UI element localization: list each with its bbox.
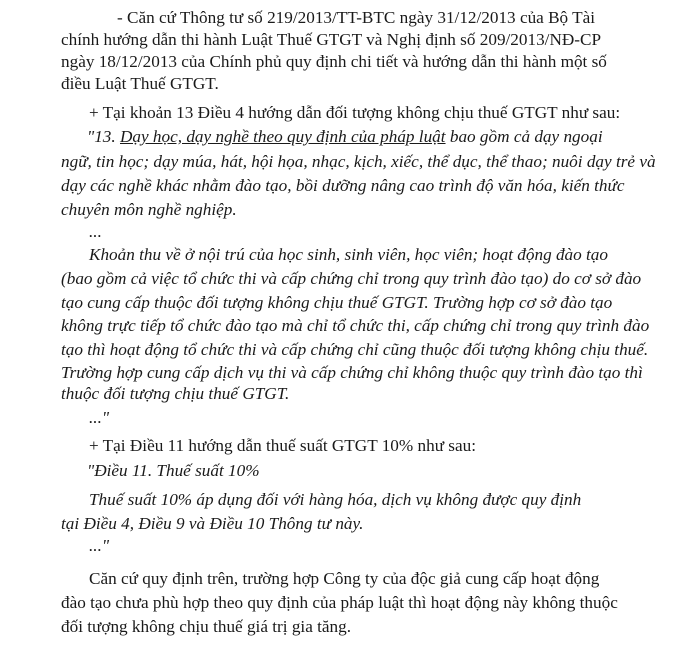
para1-line1: - Căn cứ Thông tư số 219/2013/TT-BTC ngày 31/12/2013 của Bộ Tài: [117, 8, 596, 27]
quote13-p2-line4: không trực tiếp tổ chức đào tạo mà chỉ tổ chức thi, cấp chứng chỉ trong quy trình đào: [61, 316, 650, 335]
quote11-title: "Điều 11. Thuế suất 10%: [87, 461, 260, 480]
quote13-ellipsis: ...: [89, 222, 102, 241]
intro-khoan13: + Tại khoản 13 Điều 4 hướng dẫn đối tượng không chịu thuế GTGT như sau:: [89, 103, 621, 122]
quote13-p2-line5: tạo thì hoạt động tổ chức thi và cấp chứng chỉ cũng thuộc đối tượng không chịu thuế.: [61, 340, 649, 359]
quote13-p2-line6: Trường hợp cung cấp dịch vụ thi và cấp chứng chỉ không thuộc quy trình đào tạo thì: [61, 363, 643, 382]
quote13-rest1: bao gồm cả dạy ngoại: [445, 127, 603, 146]
quote13-close: ...": [89, 408, 110, 427]
quote13-line2: ngữ, tin học; dạy múa, hát, hội họa, nhạc, kịch, xiếc, thể dục, thể thao; nuôi dạy trẻ và: [61, 152, 656, 171]
quote13-line4: chuyên môn nghề nghiệp.: [61, 200, 237, 219]
para1-line2: chính hướng dẫn thi hành Luật Thuế GTGT và Nghị định số 209/2013/NĐ-CP: [61, 30, 602, 49]
quote13-line1: [87, 127, 603, 147]
conclusion-line3: đối tượng không chịu thuế giá trị gia tăng.: [61, 617, 352, 636]
conclusion-line2: đào tạo chưa phù hợp theo quy định của pháp luật thì hoạt động này không thuộc: [61, 593, 618, 612]
intro-dieu11: + Tại Điều 11 hướng dẫn thuế suất GTGT 10% như sau:: [89, 436, 476, 455]
para1-line4: điều Luật Thuế GTGT.: [61, 74, 219, 93]
quote11-line1: Thuế suất 10% áp dụng đối với hàng hóa, dịch vụ không được quy định: [89, 490, 582, 509]
conclusion-line1: Căn cứ quy định trên, trường hợp Công ty của độc giả cung cấp hoạt động: [89, 569, 600, 588]
quote13-open: "13.: [87, 127, 120, 146]
quote13-p2-line1: Khoản thu về ở nội trú của học sinh, sinh viên, học viên; hoạt động đào tạo: [89, 245, 608, 264]
quote13-line3: dạy các nghề khác nhằm đào tạo, bồi dưỡng nâng cao trình độ văn hóa, kiến thức: [61, 176, 625, 195]
quote13-underlined: Dạy học, dạy nghề theo quy định của pháp luật: [120, 127, 446, 146]
quote11-close: ...": [89, 536, 110, 555]
quote13-p2-line2: (bao gồm cả việc tổ chức thi và cấp chứng chỉ trong quy trình đào tạo) do cơ sở đào: [61, 269, 642, 288]
para1-line3: ngày 18/12/2013 của Chính phủ quy định chi tiết và hướng dẫn thi hành một số: [61, 52, 607, 71]
quote13-p2-line3: tạo cung cấp thuộc đối tượng không chịu thuế GTGT. Trường hợp cơ sở đào tạo: [61, 293, 613, 312]
quote11-line2: tại Điều 4, Điều 9 và Điều 10 Thông tư này.: [61, 514, 364, 533]
quote13-p2-line7: thuộc đối tượng chịu thuế GTGT.: [61, 384, 290, 403]
